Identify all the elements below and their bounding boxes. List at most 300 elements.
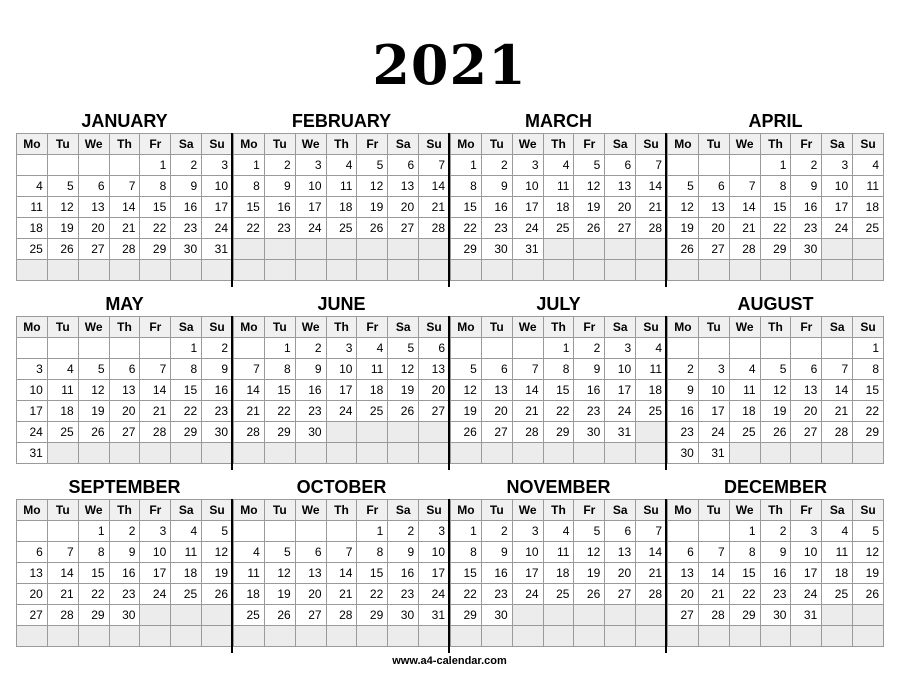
- empty-cell: [791, 626, 822, 647]
- day-cell: 4: [730, 359, 761, 380]
- weekday-header: Mo: [451, 500, 482, 521]
- day-cell: 13: [605, 176, 636, 197]
- weekday-header: Th: [110, 134, 141, 155]
- day-cell: 3: [419, 521, 450, 542]
- day-cell: 15: [171, 380, 202, 401]
- day-cell: 25: [730, 422, 761, 443]
- empty-cell: [388, 422, 419, 443]
- day-cell: 11: [327, 176, 358, 197]
- empty-cell: [822, 605, 853, 626]
- day-cell: 7: [327, 542, 358, 563]
- weekday-header: Mo: [668, 134, 699, 155]
- day-cell: 13: [388, 176, 419, 197]
- day-cell: 9: [574, 359, 605, 380]
- weekday-header: Su: [202, 134, 233, 155]
- day-cell: 15: [544, 380, 575, 401]
- empty-cell: [636, 605, 667, 626]
- day-cell: 29: [730, 605, 761, 626]
- empty-cell: [296, 626, 327, 647]
- weekday-header: Th: [110, 317, 141, 338]
- empty-cell: [482, 338, 513, 359]
- day-cell: 11: [730, 380, 761, 401]
- empty-cell: [544, 626, 575, 647]
- empty-cell: [202, 626, 233, 647]
- month-day-grid: [16, 316, 233, 464]
- day-cell: 7: [419, 155, 450, 176]
- weekday-header: Fr: [140, 134, 171, 155]
- empty-cell: [171, 260, 202, 281]
- day-cell: 7: [636, 155, 667, 176]
- day-cell: 7: [636, 521, 667, 542]
- empty-cell: [451, 443, 482, 464]
- day-cell: 16: [482, 197, 513, 218]
- empty-cell: [574, 260, 605, 281]
- day-cell: 10: [513, 176, 544, 197]
- month-name: SEPTEMBER: [68, 477, 181, 497]
- day-cell: 17: [419, 563, 450, 584]
- day-cell: 28: [234, 422, 265, 443]
- day-cell: 24: [202, 218, 233, 239]
- day-cell: 28: [730, 239, 761, 260]
- day-cell: 10: [822, 176, 853, 197]
- day-cell: 9: [171, 176, 202, 197]
- empty-cell: [730, 155, 761, 176]
- day-cell: 1: [730, 521, 761, 542]
- day-cell: 13: [699, 197, 730, 218]
- empty-cell: [327, 443, 358, 464]
- empty-cell: [234, 338, 265, 359]
- empty-cell: [761, 626, 792, 647]
- empty-cell: [419, 239, 450, 260]
- day-cell: 25: [544, 218, 575, 239]
- day-cell: 26: [202, 584, 233, 605]
- day-cell: 6: [668, 542, 699, 563]
- weekday-header: Fr: [357, 134, 388, 155]
- day-cell: 10: [327, 359, 358, 380]
- day-cell: 1: [140, 155, 171, 176]
- empty-cell: [699, 626, 730, 647]
- month-may: [16, 292, 233, 464]
- day-cell: 12: [761, 380, 792, 401]
- day-cell: 23: [668, 422, 699, 443]
- day-cell: 21: [234, 401, 265, 422]
- empty-cell: [419, 422, 450, 443]
- day-cell: 30: [791, 239, 822, 260]
- empty-cell: [482, 626, 513, 647]
- empty-cell: [327, 239, 358, 260]
- weekday-header: We: [79, 134, 110, 155]
- weekday-header: Th: [544, 317, 575, 338]
- day-cell: 26: [668, 239, 699, 260]
- empty-cell: [357, 239, 388, 260]
- weekday-header: Mo: [234, 134, 265, 155]
- day-cell: 18: [544, 197, 575, 218]
- day-cell: 27: [791, 422, 822, 443]
- day-cell: 4: [544, 155, 575, 176]
- month-day-grid: [667, 499, 884, 647]
- day-cell: 16: [202, 380, 233, 401]
- day-cell: 4: [234, 542, 265, 563]
- month-day-grid: [450, 316, 667, 464]
- day-cell: 10: [17, 380, 48, 401]
- day-cell: 2: [110, 521, 141, 542]
- empty-cell: [699, 521, 730, 542]
- empty-cell: [296, 443, 327, 464]
- empty-cell: [730, 260, 761, 281]
- empty-cell: [48, 443, 79, 464]
- day-cell: 1: [761, 155, 792, 176]
- day-cell: 9: [110, 542, 141, 563]
- empty-cell: [265, 521, 296, 542]
- empty-cell: [513, 338, 544, 359]
- month-july: [450, 292, 667, 464]
- day-cell: 7: [513, 359, 544, 380]
- empty-cell: [699, 155, 730, 176]
- day-cell: 26: [48, 239, 79, 260]
- day-cell: 4: [171, 521, 202, 542]
- day-cell: 4: [48, 359, 79, 380]
- weekday-header: Sa: [605, 500, 636, 521]
- day-cell: 9: [668, 380, 699, 401]
- day-cell: 22: [761, 218, 792, 239]
- empty-cell: [296, 239, 327, 260]
- day-cell: 30: [668, 443, 699, 464]
- empty-cell: [636, 260, 667, 281]
- empty-cell: [574, 239, 605, 260]
- weekday-header: Th: [761, 134, 792, 155]
- weekday-header: Th: [544, 500, 575, 521]
- empty-cell: [17, 626, 48, 647]
- day-cell: 3: [296, 155, 327, 176]
- empty-cell: [451, 338, 482, 359]
- weekday-header: We: [730, 500, 761, 521]
- day-cell: 7: [140, 359, 171, 380]
- day-cell: 7: [48, 542, 79, 563]
- day-cell: 30: [388, 605, 419, 626]
- month-divider: [448, 499, 450, 653]
- day-cell: 11: [234, 563, 265, 584]
- day-cell: 8: [451, 542, 482, 563]
- month-name: JULY: [536, 294, 581, 314]
- day-cell: 14: [327, 563, 358, 584]
- empty-cell: [668, 626, 699, 647]
- day-cell: 19: [761, 401, 792, 422]
- day-cell: 27: [79, 239, 110, 260]
- empty-cell: [48, 155, 79, 176]
- empty-cell: [48, 260, 79, 281]
- day-cell: 13: [668, 563, 699, 584]
- day-cell: 7: [730, 176, 761, 197]
- day-cell: 1: [171, 338, 202, 359]
- day-cell: 26: [853, 584, 884, 605]
- month-day-grid: [16, 499, 233, 647]
- empty-cell: [636, 239, 667, 260]
- month-august: [667, 292, 884, 464]
- day-cell: 19: [265, 584, 296, 605]
- day-cell: 5: [388, 338, 419, 359]
- day-cell: 15: [140, 197, 171, 218]
- day-cell: 24: [822, 218, 853, 239]
- day-cell: 29: [853, 422, 884, 443]
- day-cell: 11: [17, 197, 48, 218]
- day-cell: 25: [357, 401, 388, 422]
- weekday-header: Su: [636, 317, 667, 338]
- empty-cell: [451, 626, 482, 647]
- day-cell: 23: [791, 218, 822, 239]
- day-cell: 21: [419, 197, 450, 218]
- day-cell: 5: [853, 521, 884, 542]
- empty-cell: [140, 443, 171, 464]
- weekday-header: Th: [761, 317, 792, 338]
- weekday-header: Tu: [482, 500, 513, 521]
- empty-cell: [48, 338, 79, 359]
- day-cell: 18: [327, 197, 358, 218]
- month-name: OCTOBER: [296, 477, 387, 497]
- empty-cell: [574, 626, 605, 647]
- weekday-header: Mo: [668, 500, 699, 521]
- month-divider: [665, 499, 667, 653]
- empty-cell: [605, 626, 636, 647]
- day-cell: 16: [296, 380, 327, 401]
- weekday-header: Mo: [451, 134, 482, 155]
- day-cell: 29: [171, 422, 202, 443]
- day-cell: 5: [265, 542, 296, 563]
- day-cell: 28: [699, 605, 730, 626]
- month-name: APRIL: [748, 111, 803, 131]
- weekday-header: Mo: [17, 317, 48, 338]
- day-cell: 11: [48, 380, 79, 401]
- empty-cell: [234, 626, 265, 647]
- day-cell: 21: [822, 401, 853, 422]
- day-cell: 8: [544, 359, 575, 380]
- day-cell: 27: [17, 605, 48, 626]
- month-name: JUNE: [317, 294, 366, 314]
- empty-cell: [636, 626, 667, 647]
- weekday-header: Th: [110, 500, 141, 521]
- day-cell: 27: [482, 422, 513, 443]
- day-cell: 14: [822, 380, 853, 401]
- day-cell: 25: [327, 218, 358, 239]
- day-cell: 7: [234, 359, 265, 380]
- day-cell: 12: [357, 176, 388, 197]
- empty-cell: [822, 443, 853, 464]
- day-cell: 8: [234, 176, 265, 197]
- day-cell: 24: [513, 584, 544, 605]
- day-cell: 12: [48, 197, 79, 218]
- day-cell: 14: [636, 176, 667, 197]
- weekday-header: Tu: [48, 317, 79, 338]
- day-cell: 24: [17, 422, 48, 443]
- month-day-grid: [16, 133, 233, 281]
- day-cell: 18: [853, 197, 884, 218]
- day-cell: 5: [574, 155, 605, 176]
- month-march: [450, 109, 667, 281]
- day-cell: 9: [482, 542, 513, 563]
- day-cell: 14: [513, 380, 544, 401]
- day-cell: 18: [636, 380, 667, 401]
- empty-cell: [761, 260, 792, 281]
- day-cell: 1: [544, 338, 575, 359]
- day-cell: 31: [419, 605, 450, 626]
- day-cell: 1: [234, 155, 265, 176]
- day-cell: 29: [451, 239, 482, 260]
- day-cell: 5: [574, 521, 605, 542]
- empty-cell: [48, 521, 79, 542]
- day-cell: 31: [202, 239, 233, 260]
- empty-cell: [234, 443, 265, 464]
- month-january: [16, 109, 233, 281]
- day-cell: 24: [419, 584, 450, 605]
- day-cell: 27: [110, 422, 141, 443]
- weekday-header: Su: [419, 317, 450, 338]
- month-day-grid: [667, 316, 884, 464]
- weekday-header: Sa: [605, 134, 636, 155]
- weekday-header: Su: [636, 500, 667, 521]
- day-cell: 21: [48, 584, 79, 605]
- empty-cell: [668, 338, 699, 359]
- month-name: FEBRUARY: [291, 111, 392, 131]
- weekday-header: We: [79, 500, 110, 521]
- day-cell: 21: [327, 584, 358, 605]
- day-cell: 23: [110, 584, 141, 605]
- day-cell: 16: [791, 197, 822, 218]
- empty-cell: [482, 260, 513, 281]
- day-cell: 12: [265, 563, 296, 584]
- empty-cell: [544, 239, 575, 260]
- day-cell: 2: [761, 521, 792, 542]
- weekday-header: Sa: [171, 500, 202, 521]
- month-december: [667, 475, 884, 647]
- weekday-header: Sa: [171, 134, 202, 155]
- weekday-header: Su: [419, 134, 450, 155]
- day-cell: 17: [513, 563, 544, 584]
- weekday-header: Fr: [357, 500, 388, 521]
- day-cell: 1: [853, 338, 884, 359]
- day-cell: 12: [451, 380, 482, 401]
- day-cell: 5: [202, 521, 233, 542]
- day-cell: 8: [357, 542, 388, 563]
- day-cell: 23: [482, 584, 513, 605]
- day-cell: 30: [110, 605, 141, 626]
- day-cell: 3: [17, 359, 48, 380]
- weekday-header: Fr: [357, 317, 388, 338]
- weekday-header: Tu: [482, 134, 513, 155]
- day-cell: 2: [265, 155, 296, 176]
- day-cell: 19: [451, 401, 482, 422]
- day-cell: 28: [636, 584, 667, 605]
- empty-cell: [79, 338, 110, 359]
- day-cell: 12: [853, 542, 884, 563]
- empty-cell: [419, 443, 450, 464]
- weekday-header: Sa: [388, 317, 419, 338]
- weekday-header: Sa: [822, 134, 853, 155]
- weekday-header: We: [513, 500, 544, 521]
- weekday-header: We: [296, 134, 327, 155]
- day-cell: 22: [357, 584, 388, 605]
- empty-cell: [605, 239, 636, 260]
- day-cell: 27: [388, 218, 419, 239]
- day-cell: 12: [574, 176, 605, 197]
- year-title: 2021: [372, 33, 527, 97]
- day-cell: 13: [296, 563, 327, 584]
- empty-cell: [171, 443, 202, 464]
- day-cell: 2: [482, 521, 513, 542]
- weekday-header: Tu: [48, 134, 79, 155]
- day-cell: 13: [17, 563, 48, 584]
- day-cell: 16: [574, 380, 605, 401]
- day-cell: 8: [730, 542, 761, 563]
- empty-cell: [482, 443, 513, 464]
- day-cell: 6: [699, 176, 730, 197]
- footer-url[interactable]: www.a4-calendar.com: [392, 655, 507, 667]
- day-cell: 17: [296, 197, 327, 218]
- day-cell: 7: [822, 359, 853, 380]
- day-cell: 9: [761, 542, 792, 563]
- weekday-header: Su: [636, 134, 667, 155]
- day-cell: 20: [110, 401, 141, 422]
- empty-cell: [853, 260, 884, 281]
- day-cell: 19: [574, 197, 605, 218]
- day-cell: 30: [171, 239, 202, 260]
- empty-cell: [110, 338, 141, 359]
- day-cell: 24: [140, 584, 171, 605]
- day-cell: 28: [327, 605, 358, 626]
- weekday-header: Sa: [388, 134, 419, 155]
- empty-cell: [110, 626, 141, 647]
- day-cell: 10: [140, 542, 171, 563]
- day-cell: 12: [668, 197, 699, 218]
- day-cell: 22: [451, 584, 482, 605]
- day-cell: 9: [388, 542, 419, 563]
- day-cell: 9: [482, 176, 513, 197]
- day-cell: 22: [79, 584, 110, 605]
- day-cell: 19: [48, 218, 79, 239]
- day-cell: 3: [140, 521, 171, 542]
- month-divider: [448, 316, 450, 470]
- day-cell: 26: [388, 401, 419, 422]
- day-cell: 15: [357, 563, 388, 584]
- day-cell: 18: [822, 563, 853, 584]
- empty-cell: [791, 443, 822, 464]
- day-cell: 6: [605, 155, 636, 176]
- empty-cell: [544, 260, 575, 281]
- day-cell: 17: [327, 380, 358, 401]
- month-october: [233, 475, 450, 647]
- day-cell: 10: [202, 176, 233, 197]
- day-cell: 20: [668, 584, 699, 605]
- day-cell: 4: [544, 521, 575, 542]
- day-cell: 26: [357, 218, 388, 239]
- empty-cell: [574, 443, 605, 464]
- day-cell: 18: [48, 401, 79, 422]
- day-cell: 16: [265, 197, 296, 218]
- weekday-header: Fr: [574, 134, 605, 155]
- month-day-grid: [233, 316, 450, 464]
- day-cell: 6: [17, 542, 48, 563]
- weekday-header: We: [513, 134, 544, 155]
- empty-cell: [513, 260, 544, 281]
- weekday-header: Mo: [234, 317, 265, 338]
- day-cell: 17: [791, 563, 822, 584]
- month-day-grid: [667, 133, 884, 281]
- day-cell: 18: [357, 380, 388, 401]
- weekday-header: Mo: [17, 134, 48, 155]
- month-day-grid: [233, 133, 450, 281]
- empty-cell: [202, 260, 233, 281]
- day-cell: 13: [791, 380, 822, 401]
- day-cell: 11: [171, 542, 202, 563]
- empty-cell: [357, 260, 388, 281]
